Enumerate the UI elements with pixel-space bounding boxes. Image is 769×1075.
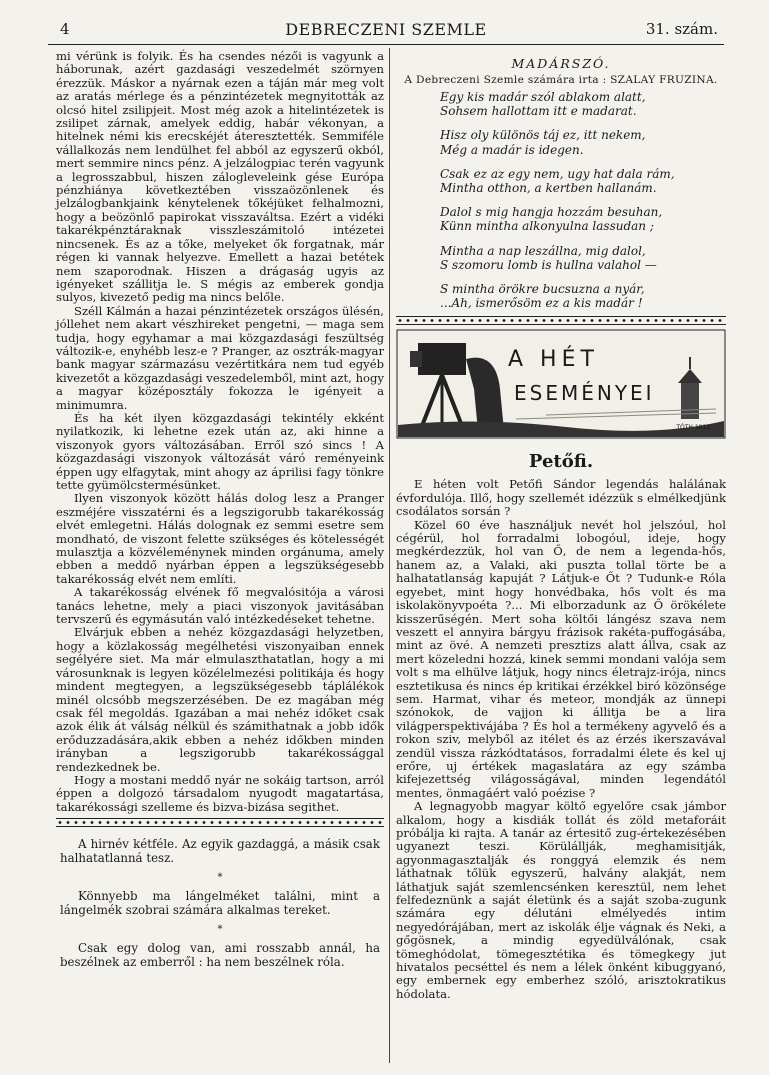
article-paragraph: E héten volt Petőfi Sándor legendás halálának évfordulója. Illő, hogy szellemét idézzük s elmélkedjünk csodálatos sorsán ?: [396, 477, 726, 519]
section-title: Petőfi.: [528, 451, 594, 473]
poem-line: Még a madár is idegen.: [440, 142, 584, 157]
article-paragraph: mi vérünk is folyik. És ha csendes nézői is vagyunk a háborunak, azért gazdasági veszedelmét szörnyen érezzük. Máskor a nyárnak ezen a táján már meg volt az aratás mérlege és a pénzintézetek megnyitották az olcsó hitel zsilipjeit. Most még azok a hitelintézetek is zsilipet zárnak, amelyek eddig, habár vékonyan, a hitelnek némi kis erecskéjét áteresztették. Semmiféle vállalkozás nem lendülhet fel abból az egyszerű okból, mert semmire nincs pénz. A jelzálogpiac terén vagyunk a legrosszabbul, hiszen zálogleveleink gése Európa pénzhiánya következtében visszaözönlenek és jelzálogbankjaink kénytelenek tőkéjüket felhalmozni, hogy a beözönlő papirokat visszaváltsa. Ezért a vidéki takarékpénztáraknak visszleszámitoló intézetei nincsenek. És az a tőke, melyeket ők forgatnak, már régen ki vannak helyezve. Emellett a hazai betétek nem szaporodnak. Hiszen a drágaság ugyis az igényeket szállitja le. S mégis az emberek gondja sulyos, kivezető pedig ma nincs belőle.: [56, 49, 384, 305]
aphorism: A hirnév kétféle. Az egyik gazdaggá, a másik csak halhatatlanná tesz.: [60, 837, 380, 866]
article-paragraph: A legnagyobb magyar költő egyelőre csak jámbor alkalom, hogy a kisdiák tollát és zöld metaforáit próbálja ki rajta. A tanár az értesitő zug-értekezésében ugyanezt teszi. Körülállják, meghamisitják, agyonmagasztalják és ronggyá elemzik és nem láthatnak tőlük egyszerű, halvány alakját, nem láthatjuk saját szemlencsénken keresztül, nem lehet felfedeznünk a saját életünk és a saját szoba-zugunk számára egy délutáni elmélyedés intim negyedórájában, mert az iskolák élje vágnak és Neki, a gőgösnek, a mindig egyedülválónak, csak tömeghódolat, tömegesztétika és tömegkegy jut hivatalos pecséttel és nem a lélek önként kibuggyanó, egy embernek egy emberhez szóló, arisztokratikus hódolata.: [396, 799, 726, 1001]
issue-number: 31. szám.: [645, 20, 718, 38]
poem-title: MADÁRSZÓ.: [511, 56, 611, 71]
article-paragraph: A takarékosság elvének fő megvalósitója a városi tanács lehetne, mely a piaci viszonyok javitásában tervszerű és egymásután való intézkedéseket tehetne.: [56, 585, 384, 627]
poem-stanza: [440, 282, 726, 310]
poem-line: Mintha otthon, a kertben hallanám.: [440, 181, 657, 196]
ornamental-divider: [56, 818, 384, 827]
header-rule: [48, 44, 724, 45]
publication-title: DEBRECZENI SZEMLE: [285, 20, 487, 39]
star-separator: *: [217, 924, 223, 936]
star-separator: *: [217, 872, 223, 884]
poem-stanza: [440, 128, 726, 156]
weekly-events-banner: [396, 329, 726, 439]
article-paragraph: Elvárjuk ebben a nehéz közgazdasági helyzetben, hogy a közlakosság megélhetési viszonyaiban ennek segélyére siet. Ma már elmulaszthatatlan, hogy a mi városunknak is legyen közélelmezési politikája és hogy mindent megtegyen, a legszükségesebb táplálékok minél olcsóbb megszerzésében. De ez magában még csak fél megoldás. Igazában a mai nehéz időket csak azok élik át válság nélkül és számithatnak a jobb idők erőduzzadására,akik ebben a nehéz időkben minden irányban a legszigorubb takarékossággal rendezkednek be.: [56, 625, 384, 774]
artist-signature: TÓTH 1912.: [676, 424, 712, 432]
poem-line: Sohsem hallottam itt e madarat.: [440, 104, 637, 119]
poem-line: S mintha örökre bucsuzna a nyár,: [440, 282, 645, 297]
poem-line: Mintha a nap leszállna, mig dalol,: [440, 243, 646, 258]
article-paragraph: Ilyen viszonyok között hálás dolog lesz a Pranger eszméjére visszatérni és a legszigorubb takarékosság elvét emlegetni. Hálás dolognak ez semmi esetre sem mondható, de viszont felette szükséges és kötelességét mulasztja a közvéleménynek minden orgánuma, amely ebben a meddő nyárban éppen a legszükségesebb takarékosság elvét nem említi.: [56, 491, 384, 586]
running-header: [48, 20, 724, 44]
banner-title-line2: ESEMÉNYEI: [514, 381, 655, 406]
poem-line: Künn mintha alkonyulna lassudan ;: [440, 219, 654, 234]
petofi-article: [396, 478, 726, 1001]
poem-stanza: [440, 90, 726, 118]
poem-line: S szomoru lomb is hullna valahol —: [440, 257, 657, 272]
ornamental-divider: [396, 316, 726, 325]
poem-stanza: [440, 205, 726, 233]
poem-line: ...Ah, ismerősöm ez a kis madár !: [440, 296, 643, 311]
article-paragraph: Közel 60 éve használjuk nevét hol jelszóul, hol cégérül, hol forradalmi lobogóul, ideje, hogy megkérdezzük, hol van Ő, de nem a legenda-hős, hanem az, a Valaki, aki puszta tollal törte be a halhatatlanság kapuját ? Látjuk-e Őt ? Tudunk-e Róla egyebet, mint hogy honvédbaka, hős volt és ma iskolakönyvpoéta ?... Mi elborzadunk az Ő örökélete kisszerűségén. Mert soha költői lángész szava nem veszett el annyira bárgyu frázisok rakéta-puffogásába, mint az övé. A nemzeti presztizs alatt állva, csak az mert közeledni hozzá, kinek semmi mondani valója sem volt s ma elhülve látjuk, hogy nincs életrajz-irója, nincs esztetikusa és nincs ép kritikai érzékkel biró közönsége sem. Harmat, vihar és meteor, mondják az ünnepi szónokok, de vajjon ki állitja be a lira világperspektivájába ? És hol a termékeny agyvelő és a rokon sziv, melyből az itélet és az érzés ikerszavával zendül vissza rázkódtatásos, forradalmi élete és kel uj erőre, uj értékek magaslatára az egy számba kifejezettség világosságával, minden legendától mentes, önmagáért való poézise ?: [396, 517, 726, 800]
aphorism: Csak egy dolog van, ami rosszabb annál, ha beszélnek az emberről : ha nem beszélnek róla.: [60, 941, 380, 970]
poem-line: Egy kis madár szól ablakom alatt,: [440, 90, 646, 104]
right-column: [396, 50, 726, 1001]
poem-line: Dalol s mig hangja hozzám besuhan,: [440, 205, 663, 220]
poem-stanza: [440, 244, 726, 272]
column-divider: [389, 48, 390, 1063]
aphorisms: [60, 837, 380, 969]
poem-stanza: [440, 167, 726, 195]
page-number: 4: [60, 20, 70, 38]
article-paragraph: És ha két ilyen közgazdasági tekintély ekként nyilatkozik, ki lehetne ezek után az, aki hinne a viszonyok gyors változásában. Erről szó sincs ! A közgazdasági viszonyok változását váró reményeink éppen ugy elfagytak, mint ahogy az áprilisi fagy tönkre tette gyümölcstermésünket.: [56, 410, 384, 492]
banner-title-line1: A HÉT: [508, 347, 599, 373]
poem-line: Hisz oly különös táj ez, itt nekem,: [440, 128, 646, 143]
poem-byline: A Debreczeni Szemle számára irta : SZALAY FRUZINA.: [404, 74, 718, 86]
article-paragraph: Széll Kálmán a hazai pénzintézetek országos ülésén, jóllehet nem akart vészhireket pengetni, — maga sem tudja, hogy egyhamar a mai közgazdasági feszültség változik-e, enyhébb lesz-e ? Pranger, az osztrák-magyar bank magyar származásu vezértitkára nem tud egyéb kivezetőt a közgazdasági veszedelemből, mint azt, hogy a magyar középosztály fokozza le igényeit a minimumra.: [56, 303, 384, 412]
poem-line: Csak ez az egy nem, ugy hat dala rám,: [440, 166, 675, 181]
left-column: [56, 50, 384, 969]
article-paragraph: Hogy a mostani meddő nyár ne sokáig tartson, arról éppen a dolgozó társadalom nyugodt magatartása, takarékossági szelleme és bizva-bizása segithet.: [56, 772, 384, 814]
economic-article: [56, 50, 384, 814]
aphorism: Könnyebb ma lángelméket találni, mint a lángelmék szobrai számára alkalmas tereket.: [60, 889, 380, 918]
